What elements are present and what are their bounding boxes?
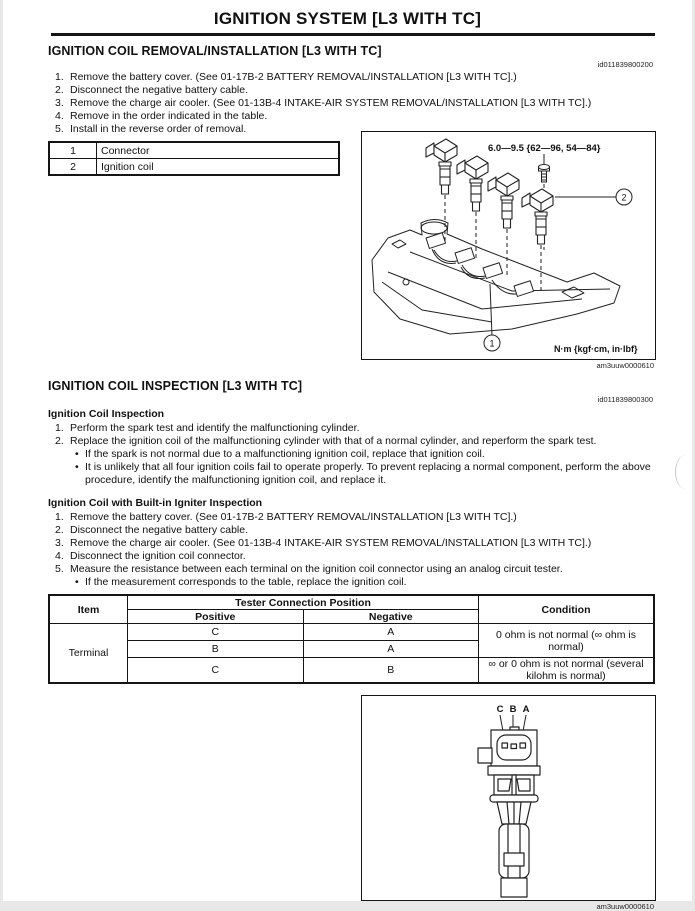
table-row: [49, 142, 339, 159]
section1-id-code: id011839800200: [597, 60, 653, 69]
step-text: Disconnect the negative battery cable.: [70, 84, 249, 96]
col-header-tester-connection: Tester Connection Position: [128, 595, 479, 610]
step-item: [55, 97, 655, 110]
step-text: Remove the charge air cooler. (See 01-13B-4 INTAKE-AIR SYSTEM REMOVAL/INSTALLATION [L3 WITH TC].): [70, 97, 592, 109]
bullet-icon: [75, 576, 85, 589]
part-number: 2: [49, 159, 97, 176]
title-rule: [51, 33, 655, 36]
step-number: 5.: [55, 563, 64, 575]
step-text: Disconnect the negative battery cable.: [70, 524, 249, 536]
ignition-coil-3: [488, 173, 519, 228]
step-text: Remove the battery cover. (See 01-17B-2 BATTERY REMOVAL/INSTALLATION [L3 WITH TC].): [70, 71, 517, 83]
row-label-terminal: Terminal: [49, 624, 128, 684]
step-number: 4.: [55, 110, 64, 122]
step-text: Remove the charge air cooler. (See 01-13B-4 INTAKE-AIR SYSTEM REMOVAL/INSTALLATION [L3 WITH TC].): [70, 537, 592, 549]
section2-id-code: id011839800300: [597, 395, 653, 404]
scan-artifact: [675, 455, 695, 489]
step-text: Remove in the order indicated in the table.: [70, 110, 268, 122]
step-number: 1.: [55, 71, 64, 83]
negative-terminal: B: [303, 658, 479, 684]
negative-terminal: A: [303, 624, 479, 641]
torque-spec-label: 6.0—9.5 {62—96, 54—84}: [488, 143, 601, 154]
condition-value: ∞ or 0 ohm is not normal (several kilohm is normal): [479, 658, 655, 684]
step-number: 1.: [55, 511, 64, 523]
terminal-figure-wrap: [361, 695, 654, 911]
step-item: [55, 435, 655, 448]
step-number: 3.: [55, 97, 64, 109]
table-row: [49, 624, 654, 641]
step-item: [55, 550, 655, 563]
removal-steps: [55, 71, 655, 136]
step-item: [55, 511, 655, 524]
bullet-text: If the measurement corresponds to the table, replace the ignition coil.: [85, 576, 407, 588]
bullet-text: If the spark is not normal due to a malfunctioning ignition coil, replace that ignition coil.: [85, 448, 485, 460]
table-header-row: [49, 595, 654, 610]
ignition-coil-4: [522, 189, 553, 244]
bullet-text: It is unlikely that all four ignition coils fail to operate properly. To prevent replacing a normal component, perform the above procedure, identify the malfunctioning ignition coil, and replace it.: [85, 461, 651, 486]
part-name: Connector: [97, 142, 340, 159]
step-text: Remove the battery cover. (See 01-17B-2 BATTERY REMOVAL/INSTALLATION [L3 WITH TC].): [70, 511, 517, 523]
positive-terminal: B: [128, 641, 304, 658]
step-number: 2.: [55, 435, 64, 447]
tester-connection-table: [48, 594, 655, 684]
col-header-positive: Positive: [128, 610, 304, 624]
step-number: 2.: [55, 84, 64, 96]
col-header-condition: Condition: [479, 595, 655, 624]
step-item: [55, 84, 655, 97]
terminal-label-a: A: [522, 704, 530, 715]
step-number: 5.: [55, 123, 64, 135]
ignition-coil-2: [457, 156, 488, 211]
positive-terminal: C: [128, 658, 304, 684]
callout-ignition-coil: [555, 189, 632, 205]
step-number: 3.: [55, 537, 64, 549]
table-row: [49, 159, 339, 176]
condition-value: 0 ohm is not normal (∞ ohm is normal): [479, 624, 655, 658]
step-item: [55, 110, 655, 123]
step-number: 1.: [55, 422, 64, 434]
callout-1-number: 1: [489, 338, 495, 349]
bullet-item: [75, 448, 653, 461]
igniter-inspection-subheading: Ignition Coil with Built-in Igniter Inspection: [48, 497, 263, 509]
col-header-item: Item: [49, 595, 128, 624]
step-item: [55, 422, 655, 435]
ignition-coil-1: [426, 139, 457, 194]
bullet-icon: [75, 461, 85, 487]
removal-diagram-figure: [361, 131, 656, 360]
step-item: [55, 524, 655, 537]
col-header-negative: Negative: [303, 610, 479, 624]
coil-inspection-notes: [75, 448, 653, 487]
step-item: [55, 537, 655, 550]
inspection-section: [3, 371, 692, 911]
step-text: Measure the resistance between each terminal on the ignition coil connector using an analog circuit tester.: [70, 563, 563, 575]
terminal-diagram-figure: [361, 695, 656, 901]
table-row: [49, 658, 654, 684]
step-number: 2.: [55, 524, 64, 536]
step-number: 4.: [55, 550, 64, 562]
step-text: Disconnect the ignition coil connector.: [70, 550, 246, 562]
parts-legend-table: [48, 141, 340, 176]
terminal-diagram-drawing: [362, 696, 653, 898]
step-item: [55, 563, 655, 576]
step-text: Install in the reverse order of removal.: [70, 123, 247, 135]
igniter-inspection-notes: [75, 576, 653, 589]
removal-diagram-drawing: [362, 132, 653, 357]
coil-inspection-subheading: Ignition Coil Inspection: [48, 408, 165, 420]
bullet-icon: [75, 448, 85, 461]
bullet-item: [75, 461, 653, 487]
part-name: Ignition coil: [97, 159, 340, 176]
positive-terminal: C: [128, 624, 304, 641]
page-title: IGNITION SYSTEM [L3 WITH TC]: [213, 9, 482, 28]
figure2-code: am3uuw0000610: [596, 902, 654, 911]
terminal-label-b: B: [509, 704, 517, 715]
section1-heading: IGNITION COIL REMOVAL/INSTALLATION [L3 WITH TC]: [48, 44, 382, 58]
section2-heading: IGNITION COIL INSPECTION [L3 WITH TC]: [48, 379, 303, 393]
manual-page: [3, 0, 692, 911]
step-text: Replace the ignition coil of the malfunctioning cylinder with that of a normal cylinder, and reperform the spark test.: [70, 435, 597, 447]
callout-2-number: 2: [621, 192, 627, 203]
bullet-item: [75, 576, 653, 589]
terminal-label-c: C: [496, 704, 504, 715]
torque-units-note: N·m {kgf·cm, in·lbf}: [554, 344, 638, 354]
coil-inspection-steps: [55, 422, 655, 448]
negative-terminal: A: [303, 641, 479, 658]
figure1-code: am3uuw0000610: [596, 361, 654, 370]
step-item: [55, 71, 655, 84]
step-text: Perform the spark test and identify the malfunctioning cylinder.: [70, 422, 360, 434]
part-number: 1: [49, 142, 97, 159]
igniter-inspection-steps: [55, 511, 655, 576]
